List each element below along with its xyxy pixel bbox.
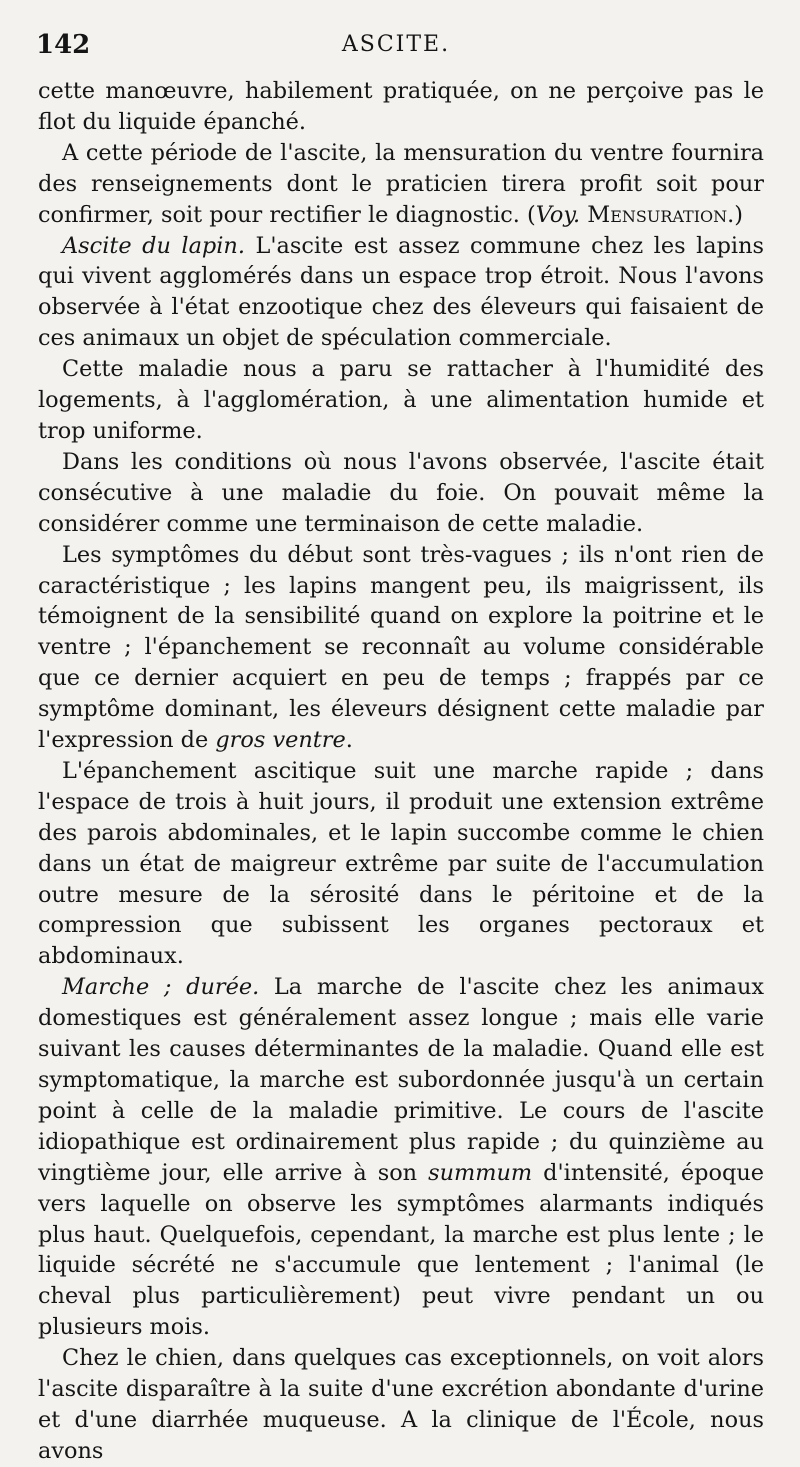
paragraph-3 — [38, 231, 764, 355]
voy-reference: Voy. — [535, 201, 581, 228]
mensuration-reference: Mensuration. — [587, 201, 735, 228]
paragraph-6-end: . — [345, 727, 353, 754]
body-text — [38, 76, 764, 1467]
section-heading-marche-duree: Marche ; durée. — [62, 974, 260, 1001]
summum-term: summum — [428, 1159, 533, 1186]
page-header — [36, 30, 756, 62]
paragraph-5: Dans les conditions où nous l'avons observée, l'ascite était consécutive à une maladie du foie. On pouvait même la considérer comme une terminaison de cette maladie. — [38, 448, 764, 537]
paragraph-7: L'épanchement ascitique suit une marche rapide ; dans l'espace de trois à huit jours, il produit une extension extrême des parois abdominales, et le lapin succombe comme le chien dans un état de maigreur extrême par suite de l'accumulation outre mesure de la sérosité dans le péritoine et de la compression que subissent les organes pectoraux et abdominaux. — [38, 757, 764, 970]
paragraph-3-text: L'ascite est assez commune chez les lapins qui vivent agglomérés dans un espace trop étroit. Nous l'avons observée à l'état enzootique chez des éleveurs qui faisaient de ces animaux un objet de spéculation commerciale. — [38, 232, 765, 352]
running-title: ASCITE. — [341, 32, 451, 57]
paragraph-6-text: Les symptômes du début sont très-vagues ; ils n'ont rien de caractéristique ; les lapins mangent peu, ils maigrissent, ils témoignent de la sensibilité quand on explore la poitrine et le ventre ; l'épanchement se reconnaît au volume considérable que ce dernier acquiert en peu de temps ; frappés par ce symptôme dominant, les éleveurs désignent cette maladie par l'expression de — [38, 541, 764, 754]
section-heading-ascite-du-lapin: Ascite du lapin. — [62, 232, 245, 259]
paragraph-2 — [38, 138, 764, 231]
page-number: 142 — [36, 30, 91, 60]
paragraph-8 — [38, 972, 764, 1343]
paragraph-8-text-2: d'intensité, époque vers laquelle on observe les symptômes alarmants indiqués plus haut. Quelquefois, cependant, la marche est plus lente ; le liquide sécrété ne s'accumule que lentement ; l'animal (le cheval plus particulièrement) peut vivre pendant un ou plusieurs mois. — [38, 1159, 765, 1341]
paragraph-4: Cette maladie nous a paru se rattacher à l'humidité des logements, à l'agglomération, à une alimentation humide et trop uniforme. — [38, 356, 764, 444]
gros-ventre-term: gros ventre — [215, 727, 346, 754]
paragraph-8-text-1: La marche de l'ascite chez les animaux domestiques est généralement assez longue ; mais elle varie suivant les causes déterminantes de la maladie. Quand elle est symptomatique, la marche est subordonnée jusqu'à un certain point à celle de la maladie primitive. Le cours de l'ascite idiopathique est ordinairement plus rapide ; du quinzième au vingtième jour, elle arrive à son — [38, 974, 764, 1186]
paragraph-2-close: ) — [734, 201, 744, 228]
paragraph-6 — [38, 540, 764, 756]
paragraph-2-text: A cette période de l'ascite, la mensuration du ventre fournira des renseignements dont le praticien tirera profit soit pour confirmer, soit pour rectifier le diagnostic. ( — [38, 139, 764, 228]
paragraph-9: Chez le chien, dans quelques cas exceptionnels, on voit alors l'ascite disparaître à la suite d'une excrétion abondante d'urine et d'une diarrhée muqueuse. A la clinique de l'École, nous avons — [38, 1345, 764, 1464]
paragraph-1: cette manœuvre, habilement pratiquée, on ne perçoive pas le flot du liquide épanché. — [38, 78, 764, 135]
